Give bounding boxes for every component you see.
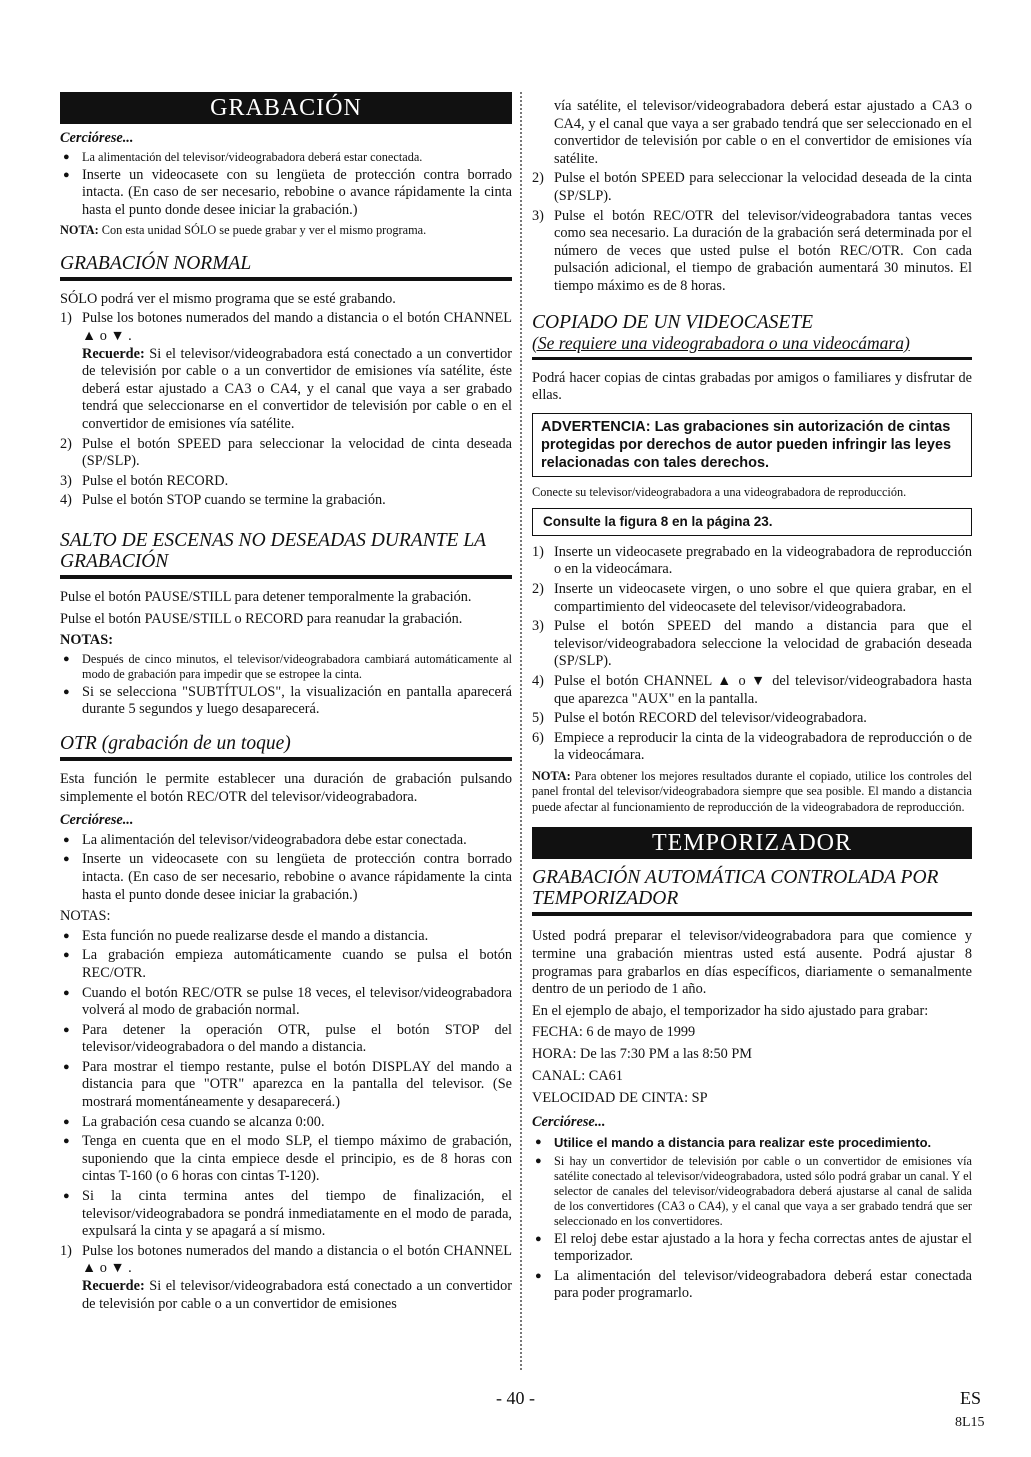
list-item: ● Para mostrar el tiempo restante, pulse el botón DISPLAY del mando a distancia para que "OTR" aparezca en la pantalla del televisor. (Se mostrará momentáneamente y desaparecerá.) — [60, 1059, 512, 1112]
list-item: ● Esta función no puede realizarse desde el mando a distancia. — [60, 928, 512, 946]
recuerde-label: Recuerde: — [82, 1278, 145, 1294]
step-text: Inserte un videocasete virgen, o uno sobre el que quiera grabar, en el compartimiento del videocasete del televisor/videograbadora. — [554, 581, 972, 615]
step-num: 1) — [60, 1242, 72, 1259]
language-code: ES — [960, 1388, 982, 1408]
step-num: 3) — [532, 207, 544, 224]
step-num: 1) — [60, 310, 72, 327]
step-num: 3) — [60, 472, 72, 489]
intro-note — [60, 223, 512, 239]
list-item — [532, 170, 972, 205]
list-item: ● Después de cinco minutos, el televisor/videograbadora cambiará automáticamente al modo de grabación para impedir que se estropee la cinta. — [60, 652, 512, 682]
step-text: Pulse el botón RECORD del televisor/videograbadora. — [554, 710, 867, 727]
list-item: ● La grabación empieza automáticamente cuando se pulsa el botón REC/OTR. — [60, 947, 512, 982]
step-num: 5) — [532, 710, 544, 727]
step-num: 1) — [532, 543, 544, 560]
otr-notas-label: NOTAS: — [60, 908, 111, 925]
list-item — [60, 310, 512, 433]
copia-intro: Podrá hacer copias de cintas grabadas por amigos o familiares y disfrutar de ellas. — [532, 369, 972, 404]
list-item — [532, 710, 972, 728]
step-text: Pulse el botón SPEED para seleccionar la velocidad de cinta deseada (SP/SLP). — [82, 435, 512, 470]
recuerde-text: Si el televisor/videograbadora está conectado a un convertidor de televisión por cable o a un convertidor de emisiones — [82, 1278, 512, 1312]
copia-note — [532, 769, 972, 816]
step-num: 2) — [532, 581, 544, 597]
list-item: ● Si hay un convertidor de televisión por cable o un convertidor de emisiones vía satélite conectado al televisor/videograbadora, usted sólo podrá grabar un canal. Y el selector de canales del televisor/videograbadora deberá ajustarse al canal de salida de los convertidores (CA3 o CA4), y el canal que vaya a ser grabado tendrá que ser seleccionado en los convertidores. — [532, 1154, 972, 1229]
note-label: NOTA: — [60, 223, 99, 238]
step-text: Pulse el botón SPEED del mando a distancia para que el televisor/videograbadora seleccione la velocidad de grabación deseada (SP/SLP). — [554, 618, 972, 670]
step-text: Pulse el botón SPEED para seleccionar la velocidad deseada de la cinta (SP/SLP). — [554, 170, 972, 204]
note-label: NOTA: — [532, 768, 571, 783]
auto-lead: Cerciórese... — [532, 1114, 606, 1131]
otr-steps-right — [532, 170, 972, 295]
copia-steps — [532, 544, 972, 765]
note-text: Para obtener los mejores resultados durante el copiado, utilice los controles del panel frontal del televisor/videograbadora siempre que sea posible. El mando a distancia puede afectar al funcionamiento de reproducción de la videograbadora de reproducción. — [532, 768, 972, 814]
otr-steps-left — [60, 1243, 512, 1313]
list-item: ● Para detener la operación OTR, pulse el botón STOP del televisor/videograbadora o del mando a distancia. — [60, 1022, 512, 1057]
recuerde-label: Recuerde: — [82, 345, 145, 362]
step-text: Pulse el botón STOP cuando se termine la grabación. — [82, 492, 386, 509]
step-text: Pulse el botón RECORD. — [82, 472, 229, 489]
list-item: ● El reloj debe estar ajustado a la hora y fecha correctas antes de ajustar el temporizador. — [532, 1231, 972, 1266]
recuerde-text: Si el televisor/videograbadora está conectado a un convertidor de televisión por cable o a un convertidor de emisiones vía satélite, éste deberá estar ajustado a CA3 o CA4, y el canal que vaya a ser grabado tendrá que seleccionarse en el convertidor de televisión por cable o en el convertidor de emisiones vía satélite. — [82, 345, 512, 433]
list-item — [60, 1243, 512, 1313]
list-item: ● Si se selecciona "SUBTÍTULOS", la visualización en pantalla aparecerá durante 5 segundos y luego desaparecerá. — [60, 684, 512, 719]
otr-intro: Esta función le permite establecer una duración de grabación pulsando simplemente el botón REC/OTR del televisor/videograbadora. — [60, 770, 512, 805]
auto-p1: Usted podrá preparar el televisor/videograbadora para que comience y termine una grabación mientras usted está ausente. Podrá ajustar 8 programas para grabarlos en días específicos, diariamente o semanalmente dentro de un periodo de 1 año. — [532, 928, 972, 998]
list-item — [60, 473, 512, 491]
hora: HORA: De las 7:30 PM a las 8:50 PM — [532, 1046, 753, 1063]
salto-title: SALTO DE ESCENAS NO DESEADAS DURANTE LA GRABACIÓN — [60, 530, 512, 579]
column-divider — [520, 92, 524, 1370]
grabacion-title: GRABACIÓN — [60, 92, 512, 124]
fecha: FECHA: 6 de mayo de 1999 — [532, 1024, 696, 1041]
step-text: Pulse los botones numerados del mando a distancia o el botón CHANNEL ▲ o ▼ . — [82, 310, 512, 345]
step-num: 2) — [60, 435, 72, 452]
list-item: ● Si la cinta termina antes del tiempo de finalización, el televisor/videograbadora se pondrá inmediatamente en el modo de parada, expulsará la cinta y se apagará a sí mismo. — [60, 1188, 512, 1241]
list-item — [532, 618, 972, 671]
list-item — [532, 673, 972, 708]
list-item: ● Inserte un videocasete con su lengüeta de protección contra borrado intacta. (En caso de ser necesario, rebobine o avance rápidamente la cinta hasta el punto donde desee iniciar la grabación.) — [60, 167, 512, 220]
list-item: ● La alimentación del televisor/videograbadora debe estar conectada. — [60, 832, 512, 850]
otr-lead: Cerciórese... — [60, 812, 134, 829]
velocidad: VELOCIDAD DE CINTA: SP — [532, 1090, 708, 1107]
normal-title: GRABACIÓN NORMAL — [60, 253, 512, 281]
step-num: 6) — [532, 729, 544, 746]
list-item: ● La alimentación del televisor/videograbadora deberá estar conectada para poder programarlo. — [532, 1268, 972, 1303]
step-num: 2) — [532, 170, 544, 187]
left-column — [60, 92, 512, 1313]
normal-intro: SÓLO podrá ver el mismo programa que se esté grabando. — [60, 290, 396, 307]
step-text: Pulse los botones numerados del mando a distancia o el botón CHANNEL ▲ o ▼ . — [82, 1242, 512, 1277]
warning-box: ADVERTENCIA: Las grabaciones sin autorización de cintas protegidas por derechos de autor pueden infringir las leyes relacionadas con tales derechos. — [532, 413, 972, 477]
copia-subtitle: (Se requiere una videograbadora o una videocámara) — [532, 333, 972, 360]
otr-continuation: vía satélite, el televisor/videograbadora deberá estar ajustado a CA3 o CA4, y el canal que vaya a ser grabado tendrá que ser seleccionado en el convertidor de televisión por cable o en el convertidor de emisiones vía satélite. — [554, 98, 972, 167]
list-item — [532, 581, 972, 616]
salto-notas-label: NOTAS: — [60, 632, 113, 649]
auto-title: GRABACIÓN AUTOMÁTICA CONTROLADA POR TEMPORIZADOR — [532, 867, 972, 916]
salto-p1: Pulse el botón PAUSE/STILL para detener temporalmente la grabación. — [60, 589, 472, 605]
step-num: 4) — [60, 492, 72, 509]
list-item: ● Inserte un videocasete con su lengüeta de protección contra borrado intacta. (En caso de ser necesario, rebobine o avance rápidamente la cinta hasta el punto donde desee iniciar la grabación.) — [60, 851, 512, 904]
otr-notas — [60, 928, 512, 1241]
page-number: - 40 - — [496, 1388, 535, 1408]
list-item — [60, 492, 512, 510]
list-item — [532, 730, 972, 765]
auto-bullets — [532, 1134, 972, 1303]
model-code: 8L15 — [955, 1415, 985, 1430]
step-text: Pulse el botón REC/OTR del televisor/videograbadora tantas veces como sea necesario. La duración de la grabación será determinada por el número de veces que usted pulse el botón REC/OTR. Con cada pulsación adicional, el tiempo de grabación aumentará 30 minutos. El tiempo máximo es de 8 horas. — [554, 207, 972, 294]
otr-bullets — [60, 832, 512, 904]
step-text: Inserte un videocasete pregrabado en la videograbadora de reproducción o en la videocámara. — [554, 543, 972, 578]
temporizador-title: TEMPORIZADOR — [532, 827, 972, 859]
canal: CANAL: CA61 — [532, 1068, 623, 1085]
salto-notas — [60, 652, 512, 719]
note-text: Con esta unidad SÓLO se puede grabar y ver el mismo programa. — [101, 223, 427, 238]
salto-p2: Pulse el botón PAUSE/STILL o RECORD para reanudar la grabación. — [60, 610, 463, 627]
intro-lead: Cerciórese... — [60, 130, 134, 146]
step-num: 4) — [532, 672, 544, 689]
step-text: Pulse el botón CHANNEL ▲ o ▼ del televisor/videograbadora hasta que aparezca "AUX" en la pantalla. — [554, 672, 972, 707]
copia-title: COPIADO DE UN VIDEOCASETE — [532, 311, 814, 333]
right-column — [532, 98, 972, 1303]
intro-bullets — [60, 150, 512, 220]
list-item: ● La alimentación del televisor/videograbadora deberá estar conectada. — [60, 150, 512, 165]
normal-steps — [60, 310, 512, 510]
figure-reference: Consulte la figura 8 en la página 23. — [532, 508, 972, 536]
list-item: ● Cuando el botón REC/OTR se pulse 18 veces, el televisor/videograbadora volverá al modo de grabación normal. — [60, 985, 512, 1020]
list-item — [60, 436, 512, 471]
auto-p2: En el ejemplo de abajo, el temporizador ha sido ajustado para grabar: — [532, 1002, 929, 1019]
list-item: ● Utilice el mando a distancia para realizar este procedimiento. — [532, 1134, 972, 1152]
step-num: 3) — [532, 618, 544, 635]
otr-title: OTR (grabación de un toque) — [60, 733, 512, 761]
step-text: Empiece a reproducir la cinta de la videograbadora de reproducción o de la videocámara. — [554, 729, 972, 764]
list-item — [532, 208, 972, 296]
list-item — [532, 544, 972, 579]
list-item: ● Tenga en cuenta que en el modo SLP, el tiempo máximo de grabación, suponiendo que la cinta empiece desde el principio, es de 8 horas con cintas T-160 (o 6 horas con cintas T-120). — [60, 1133, 512, 1186]
connect-text: Conecte su televisor/videograbadora a una videograbadora de reproducción. — [532, 484, 907, 499]
list-item: ● La grabación cesa cuando se alcanza 0:00. — [60, 1114, 512, 1132]
